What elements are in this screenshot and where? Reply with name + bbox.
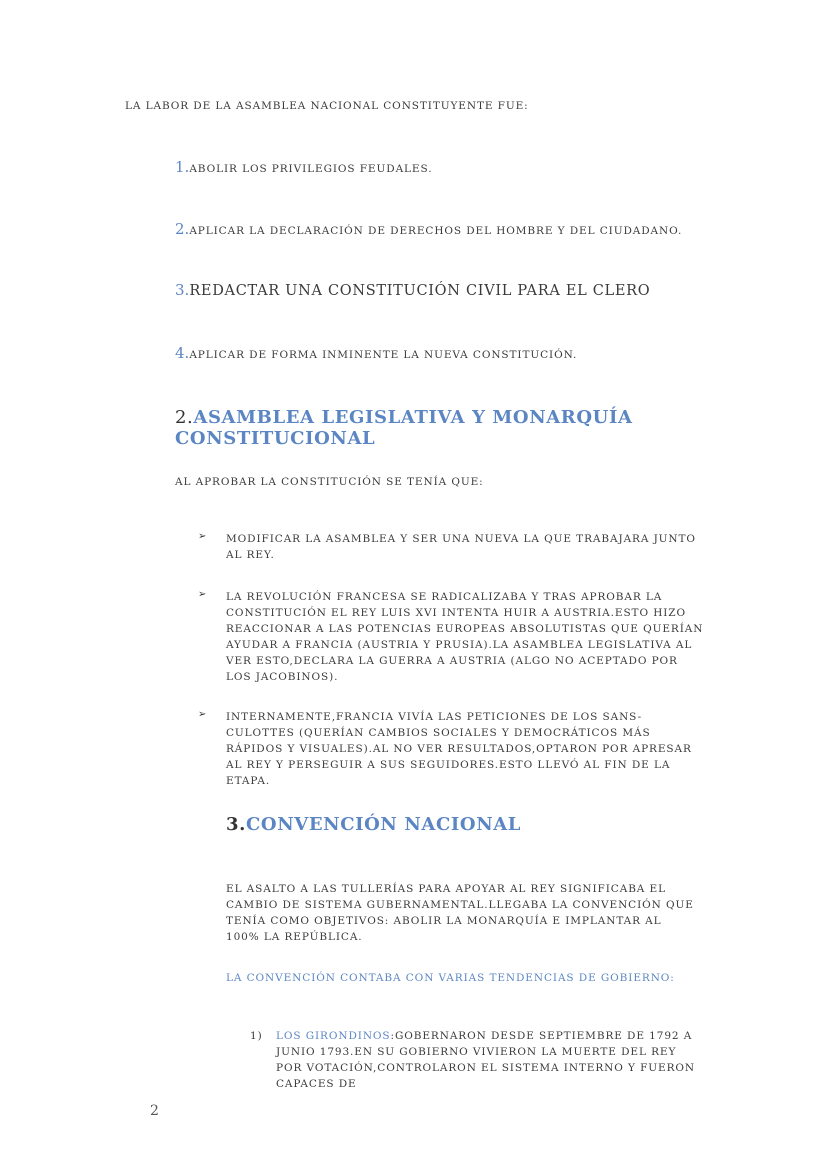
labor-item-1 [175, 157, 432, 177]
section-3-paragraph: EL ASALTO A LAS TULLERÍAS PARA APOYAR AL REY SIGNIFICABA EL CAMBIO DE SISTEMA GUBERNAMENTAL.LLEGABA LA CONVENCIÓN QUE TENÍA COMO OBJETIVOS: ABOLIR LA MONARQUÍA E IMPLANTAR AL 100% LA REPÚBLICA. [226, 883, 694, 943]
section-3-heading [226, 814, 521, 835]
section-2-number: 2. [175, 407, 194, 428]
list-marker: 1) [250, 1030, 263, 1042]
labor-item-number: 1. [175, 158, 190, 176]
bullet-text: INTERNAMENTE,FRANCIA VIVÍA LAS PETICIONES DE LOS SANS-CULOTTES (QUERÍAN CAMBIOS SOCIALES Y DEMOCRÁTICOS MÁS RÁPIDOS Y VISUALES).AL NO VER RESULTADOS,OPTARON POR APRESAR AL REY Y PERSEGUIR A SUS SEGUIDORES.ESTO LLEVÓ AL FIN DE LA ETAPA. [226, 711, 692, 787]
section-2-heading [175, 407, 828, 449]
labor-item-text: ABOLIR LOS PRIVILEGIOS FEUDALES. [189, 163, 433, 175]
tendencias-heading: LA CONVENCIÓN CONTABA CON VARIAS TENDENCIAS DE GOBIERNO: [226, 972, 675, 984]
labor-item-text: REDACTAR UNA CONSTITUCIÓN CIVIL PARA EL CLERO [189, 283, 651, 299]
arrow-bullet-icon: ➢ [198, 709, 207, 720]
list-item-name: LOS GIRONDINOS [276, 1030, 391, 1042]
list-item-text [276, 1028, 696, 1092]
labor-item-number: 2. [175, 220, 190, 238]
bullet-text: LA REVOLUCIÓN FRANCESA SE RADICALIZABA Y TRAS APROBAR LA CONSTITUCIÓN EL REY LUIS XVI INTENTA HUIR A AUSTRIA.ESTO HIZO REACCIONAR A LAS POTENCIAS EUROPEAS ABSOLUTISTAS QUE QUERÍAN AYUDAR A FRANCIA (AUSTRIA Y PRUSIA).LA ASAMBLEA LEGISLATIVA AL VER ESTO,DECLARA LA GUERRA A AUSTRIA (ALGO NO ACEPTADO POR LOS JACOBINOS). [226, 591, 704, 683]
labor-item-text: APLICAR LA DECLARACIÓN DE DERECHOS DEL HOMBRE Y DEL CIUDADANO. [189, 225, 683, 237]
page-number: 2 [150, 1103, 159, 1119]
bullet-text: MODIFICAR LA ASAMBLEA Y SER UNA NUEVA LA QUE TRABAJARA JUNTO AL REY. [226, 533, 696, 561]
labor-item-text: APLICAR DE FORMA INMINENTE LA NUEVA CONSTITUCIÓN. [189, 349, 578, 361]
section-2-title: ASAMBLEA LEGISLATIVA Y MONARQUÍA CONSTITUCIONAL [175, 407, 633, 449]
labor-item-3 [175, 280, 650, 299]
arrow-bullet-icon: ➢ [198, 589, 207, 600]
section-3-title: CONVENCIÓN NACIONAL [246, 814, 522, 835]
labor-item-2 [175, 219, 682, 239]
arrow-bullet-icon: ➢ [198, 531, 207, 542]
list-item-body: :GOBERNARON DESDE SEPTIEMBRE DE 1792 A JUNIO 1793.EN SU GOBIERNO VIVIERON LA MUERTE DEL REY POR VOTACIÓN,CONTROLARON EL SISTEMA INTERNO Y FUERON CAPACES DE [276, 1030, 695, 1090]
labor-item-number: 3. [175, 281, 190, 299]
section-3-number: 3. [226, 814, 246, 835]
labor-item-4 [175, 343, 577, 363]
section-2-intro: AL APROBAR LA CONSTITUCIÓN SE TENÍA QUE: [175, 476, 484, 488]
intro-heading: LA LABOR DE LA ASAMBLEA NACIONAL CONSTITUYENTE FUE: [125, 100, 529, 112]
labor-item-number: 4. [175, 344, 190, 362]
